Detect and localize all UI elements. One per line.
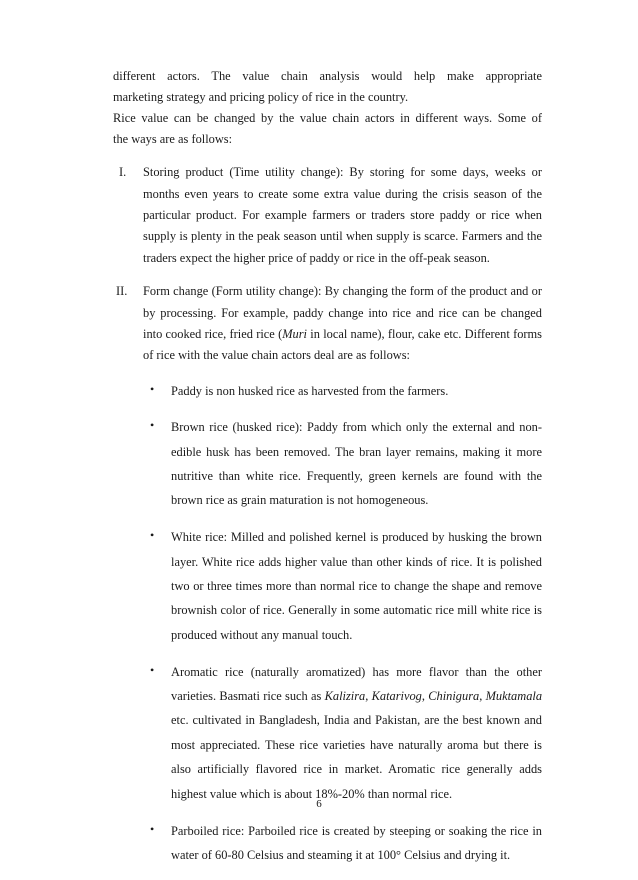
item-number: II. [116,284,128,299]
separator: , [421,689,429,704]
list-item-form-change [113,281,542,867]
item-text-part: Form change (Form utility change): By changing the form of the product and or by processing. For example, paddy change into rice and rice can be changed into cooked rice, fried rice ( [143,284,542,341]
bullet-text: Brown rice (husked rice): Paddy from which only the external and non-edible husk has been removed. The bran layer remains, making it more nutritive than white rice. Frequently, green kernels are found with the brown rice as grain maturation is not homogeneous. [171,420,542,508]
rice-forms-list [143,379,542,867]
separator: , [479,689,486,704]
bullet-icon: • [150,528,155,543]
list-item-storing-product [113,162,542,268]
list-item [143,525,542,647]
variety-name: Chinigura [428,689,480,704]
bullet-text: Paddy is non husked rice as harvested from the farmers. [171,383,449,398]
bullet-icon: • [150,381,155,396]
item-text [143,281,542,366]
item-text-part: in local name), flour, cake etc. Different forms of rice with the value chain actors deal are as follows: [143,326,542,363]
bullet-text: White rice: Milled and polished kernel is produced by husking the brown layer. White rice adds higher value than other kinds of rice. It is polished two or three times more than normal rice to change the shape and remove brownish color of rice. Generally in some automatic rice mill white rice is produced without any manual touch. [171,530,542,642]
intro-line-4: the ways are as follows: [113,132,233,146]
list-item [143,415,542,513]
intro-line-3: Rice value can be changed by the value chain actors in different ways. Some of [113,111,542,125]
body-text [113,66,542,880]
item-text-italic: Muri [282,326,307,341]
bullet-icon: • [150,418,155,433]
bullet-text-part: Aromatic rice (naturally aromatized) has more flavor than the other varieties. Basmati rice such as [171,664,542,704]
bullet-icon: • [150,821,155,836]
list-item [143,379,542,403]
variety-name: Katarivog [371,689,422,704]
bullet-text [171,660,542,806]
item-text: Storing product (Time utility change): By storing for some days, weeks or months even years to create some extra value during the crisis season of the particular product. For example farmers or traders store paddy or rice when supply is plenty in the peak season until when supply is scarce. Farmers and the traders expect the higher price of paddy or rice in the off-peak season. [143,165,542,265]
variety-name: Kalizira [324,689,366,704]
list-item [143,660,542,806]
item-number: I. [119,165,127,180]
intro-line-1: different actors. The value chain analysis would help make appropriate [113,69,542,83]
bullet-text: Parboiled rice: Parboiled rice is created by steeping or soaking the rice in water of 60-80 Celsius and steaming it at 100° Celsius and drying it. [171,823,542,862]
bullet-text-part: etc. cultivated in Bangladesh, India and Pakistan, are the best known and most appreciated. These rice varieties have naturally aroma but there is also artificially flavored rice in market. Aromatic rice generally adds highest value which is about 18%-20% than normal rice. [171,713,542,801]
separator: , [365,689,372,704]
variety-name: Muktamala [485,689,543,704]
bullet-icon: • [150,662,155,677]
page-number: 6 [316,798,322,810]
intro-line-2: marketing strategy and pricing policy of rice in the country. [113,90,409,104]
